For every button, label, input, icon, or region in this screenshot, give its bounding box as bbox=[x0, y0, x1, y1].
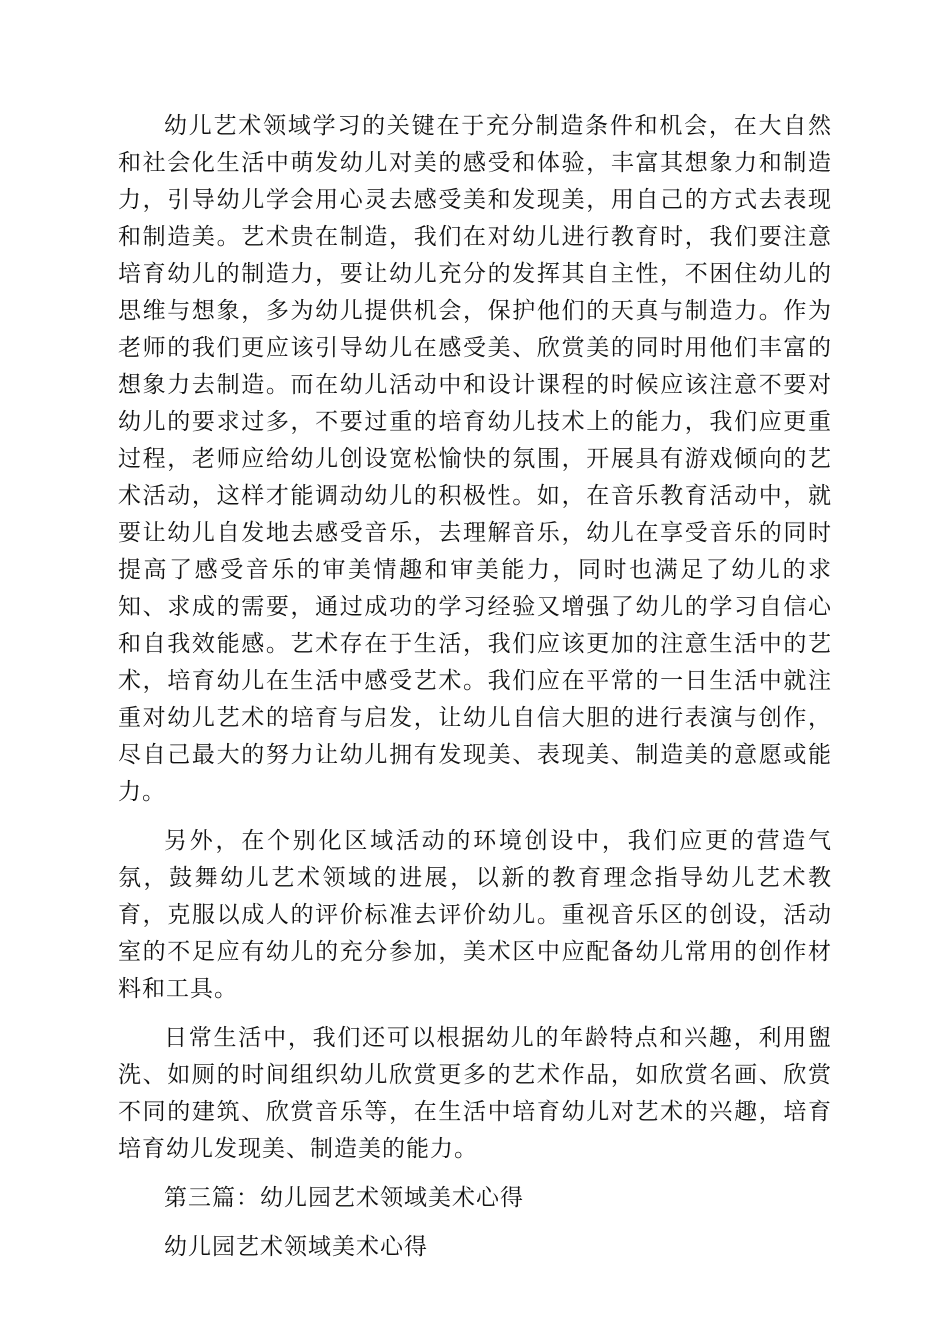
section-heading: 第三篇：幼儿园艺术领域美术心得 bbox=[164, 1185, 524, 1211]
paragraph-1: 幼儿艺术领域学习的关键在于充分制造条件和机会，在大自然和社会化生活中萌发幼儿对美的感受和体验，丰富其想象力和制造力，引导幼儿学会用心灵去感受美和发现美，用自己的方式去表现和制造美。艺术贵在制造，我们在对幼儿进行教育时，我们要注意培育幼儿的制造力，要让幼儿充分的发挥其自主性，不困住幼儿的思维与想象，多为幼儿提供机会，保护他们的天真与制造力。作为老师的我们更应该引导幼儿在感受美、欣赏美的同时用他们丰富的想象力去制造。而在幼儿活动中和设计课程的时候应该注意不要对幼儿的要求过多，不要过重的培育幼儿技术上的能力，我们应更重过程，老师应给幼儿创设宽松愉快的氛围，开展具有游戏倾向的艺术活动，这样才能调动幼儿的积极性。如，在音乐教育活动中，就要让幼儿自发地去感受音乐，去理解音乐，幼儿在享受音乐的同时提高了感受音乐的审美情趣和审美能力，同时也满足了幼儿的求知、求成的需要，通过成功的学习经验又增强了幼儿的学习自信心和自我效能感。艺术存在于生活，我们应该更加的注意生活中的艺术，培育幼儿在生活中感受艺术。我们应在平常的一日生活中就注重对幼儿艺术的培育与启发，让幼儿自信大胆的进行表演与创作，尽自己最大的努力让幼儿拥有发现美、表现美、制造美的意愿或能力。 bbox=[118, 113, 832, 805]
paragraph-2: 另外，在个别化区域活动的环境创设中，我们应更的营造气氛，鼓舞幼儿艺术领域的进展，以新的教育理念指导幼儿艺术教育，克服以成人的评价标准去评价幼儿。重视音乐区的创设，活动室的不足应有幼儿的充分参加，美术区中应配备幼儿常用的创作材料和工具。 bbox=[118, 828, 832, 1002]
document-page bbox=[118, 108, 832, 1278]
paragraph-3: 日常生活中，我们还可以根据幼儿的年龄特点和兴趣，利用盥洗、如厕的时间组织幼儿欣赏更多的艺术作品，如欣赏名画、欣赏不同的建筑、欣赏音乐等，在生活中培育幼儿对艺术的兴趣，培育培育幼儿发现美、制造美的能力。 bbox=[118, 1025, 832, 1162]
section-title: 幼儿园艺术领域美术心得 bbox=[164, 1234, 428, 1260]
